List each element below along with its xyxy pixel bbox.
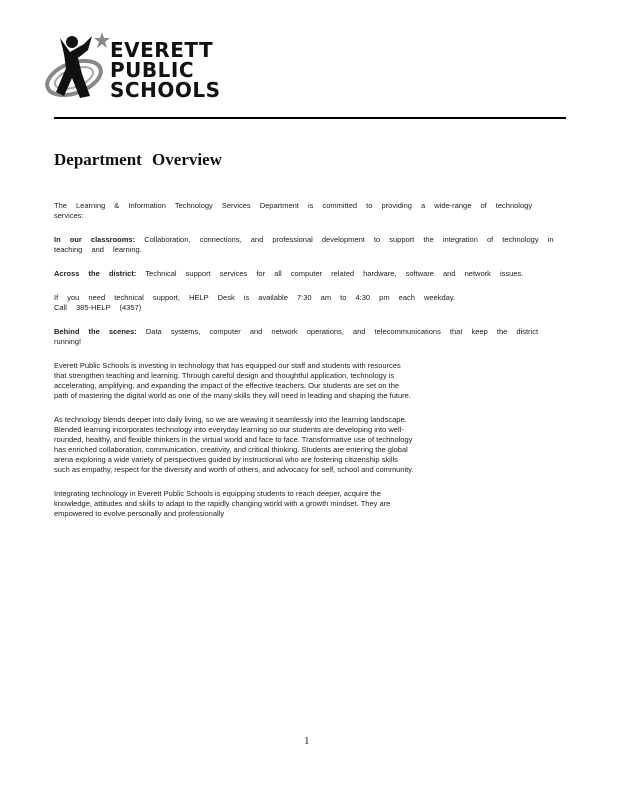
document-body: [54, 201, 554, 533]
behind-item: [54, 327, 554, 347]
intro-text: The Learning & Information Technology Services Department is committed to providing a wide-range of technology services:: [54, 201, 533, 220]
page-title: Department Overview: [54, 150, 222, 169]
helpdesk-info: [54, 293, 554, 313]
district-text: Technical support services for all computer related hardware, software and network issues.: [145, 269, 524, 278]
paragraph-3: Integrating technology in Everett Public Schools is equipping students to reach deeper, acquire the knowledge, attitudes and skills to adapt to the rapidly changing world with a growth mindset. They are empowered to evolve personally and professionally: [54, 489, 391, 518]
logo-line-2: PUBLIC: [110, 58, 195, 82]
logo-figure-icon: [44, 30, 114, 110]
header-divider: [54, 117, 566, 119]
helpdesk-line-2: Call 385-HELP (4357): [54, 303, 142, 312]
paragraph-2: As technology blends deeper into daily living, so we are weaving it seamlessly into the learning landscape. Blended learning incorporates technology into everyday learning so our students are developing into well-rounded, healthy, and flexible thinkers in the virtual world and face to face. Transformative use of technology has enriched collaboration, communication, creativity, and critical thinking. Students are entering the global arena exploring a wide variety of perspectives guided by instructional who are fostering citizenship skills such as empathy, respect for the diversity and worth of others, and advocacy for self, school and community.: [54, 415, 414, 474]
logo-line-3: SCHOOLS: [110, 78, 221, 102]
logo-line-1: EVERETT: [110, 38, 214, 62]
behind-label: Behind the scenes:: [54, 327, 137, 336]
district-item: [54, 269, 554, 279]
logo-wordmark: [110, 40, 220, 100]
page-number: 1: [304, 735, 310, 747]
classrooms-item: [54, 235, 554, 255]
classrooms-label: In our classrooms:: [54, 235, 136, 244]
district-label: Across the district:: [54, 269, 137, 278]
paragraph-1: Everett Public Schools is investing in technology that has equipped our staff and students with resources that strengthen teaching and learning. Through careful design and thoughtful application, technology is accelerating, amplifying, and expanding the impact of the effective teachers. Our students are set on the path of mastering the digital world as one of the many skills they will need in leading and shaping the future.: [54, 361, 411, 400]
behind-text: Data systems, computer and network operations, and telecommunications that keep the district running!: [54, 327, 539, 346]
classrooms-text: Collaboration, connections, and professional development to support the integration of technology in teaching and learning.: [54, 235, 554, 254]
helpdesk-line-1: If you need technical support, HELP Desk is available 7:30 am to 4:30 pm each weekday.: [54, 293, 456, 302]
